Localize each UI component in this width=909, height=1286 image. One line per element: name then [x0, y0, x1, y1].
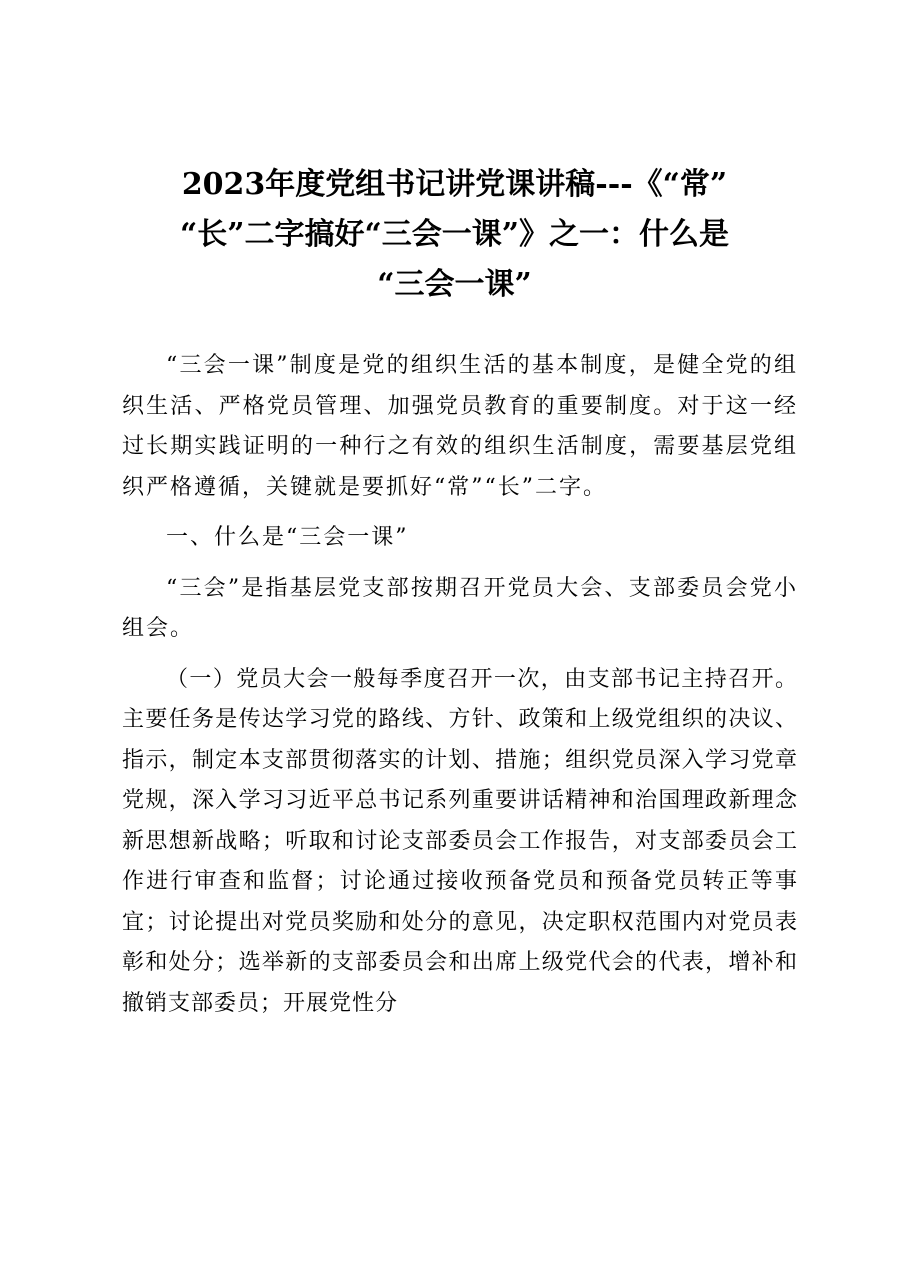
section-heading-1: 一、什么是“三会一课”	[166, 525, 409, 550]
paragraph-three-meetings: “三会”是指基层党支部按期召开党员大会、支部委员会党小组会。	[122, 575, 798, 641]
paragraph-intro: “三会一课”制度是党的组织生活的基本制度，是健全党的组织生活、严格党员管理、加强党员教育的重要制度。对于这一经过长期实践证明的一种行之有效的组织生活制度，需要基层党组织严格遵循，关键就是要抓好“常”“长”二字。	[122, 353, 798, 500]
document-title	[100, 160, 809, 310]
title-line-1: 2023年度党组书记讲党课讲稿---《“常”	[181, 167, 728, 202]
title-line-3: “三会一课”	[377, 267, 532, 302]
title-line-2: “长”二字搞好“三会一课”》之一：什么是	[179, 217, 730, 252]
document-body	[122, 346, 798, 1034]
paragraph-general-meeting: （一）党员大会一般每季度召开一次，由支部书记主持召开。主要任务是传达学习党的路线、方针、政策和上级党组织的决议、指示，制定本支部贯彻落实的计划、措施；组织党员深入学习党章党规，深入学习习近平总书记系列重要讲话精神和治国理政新理念新思想新战略；听取和讨论支部委员会工作报告，对支部委员会工作进行审查和监督；讨论通过接收预备党员和预备党员转正等事宜；讨论提出对党员奖励和处分的意见，决定职权范围内对党员表彰和处分；选举新的支部委员会和出席上级党代会的代表，增补和撤销支部委员；开展党性分	[122, 666, 798, 1016]
